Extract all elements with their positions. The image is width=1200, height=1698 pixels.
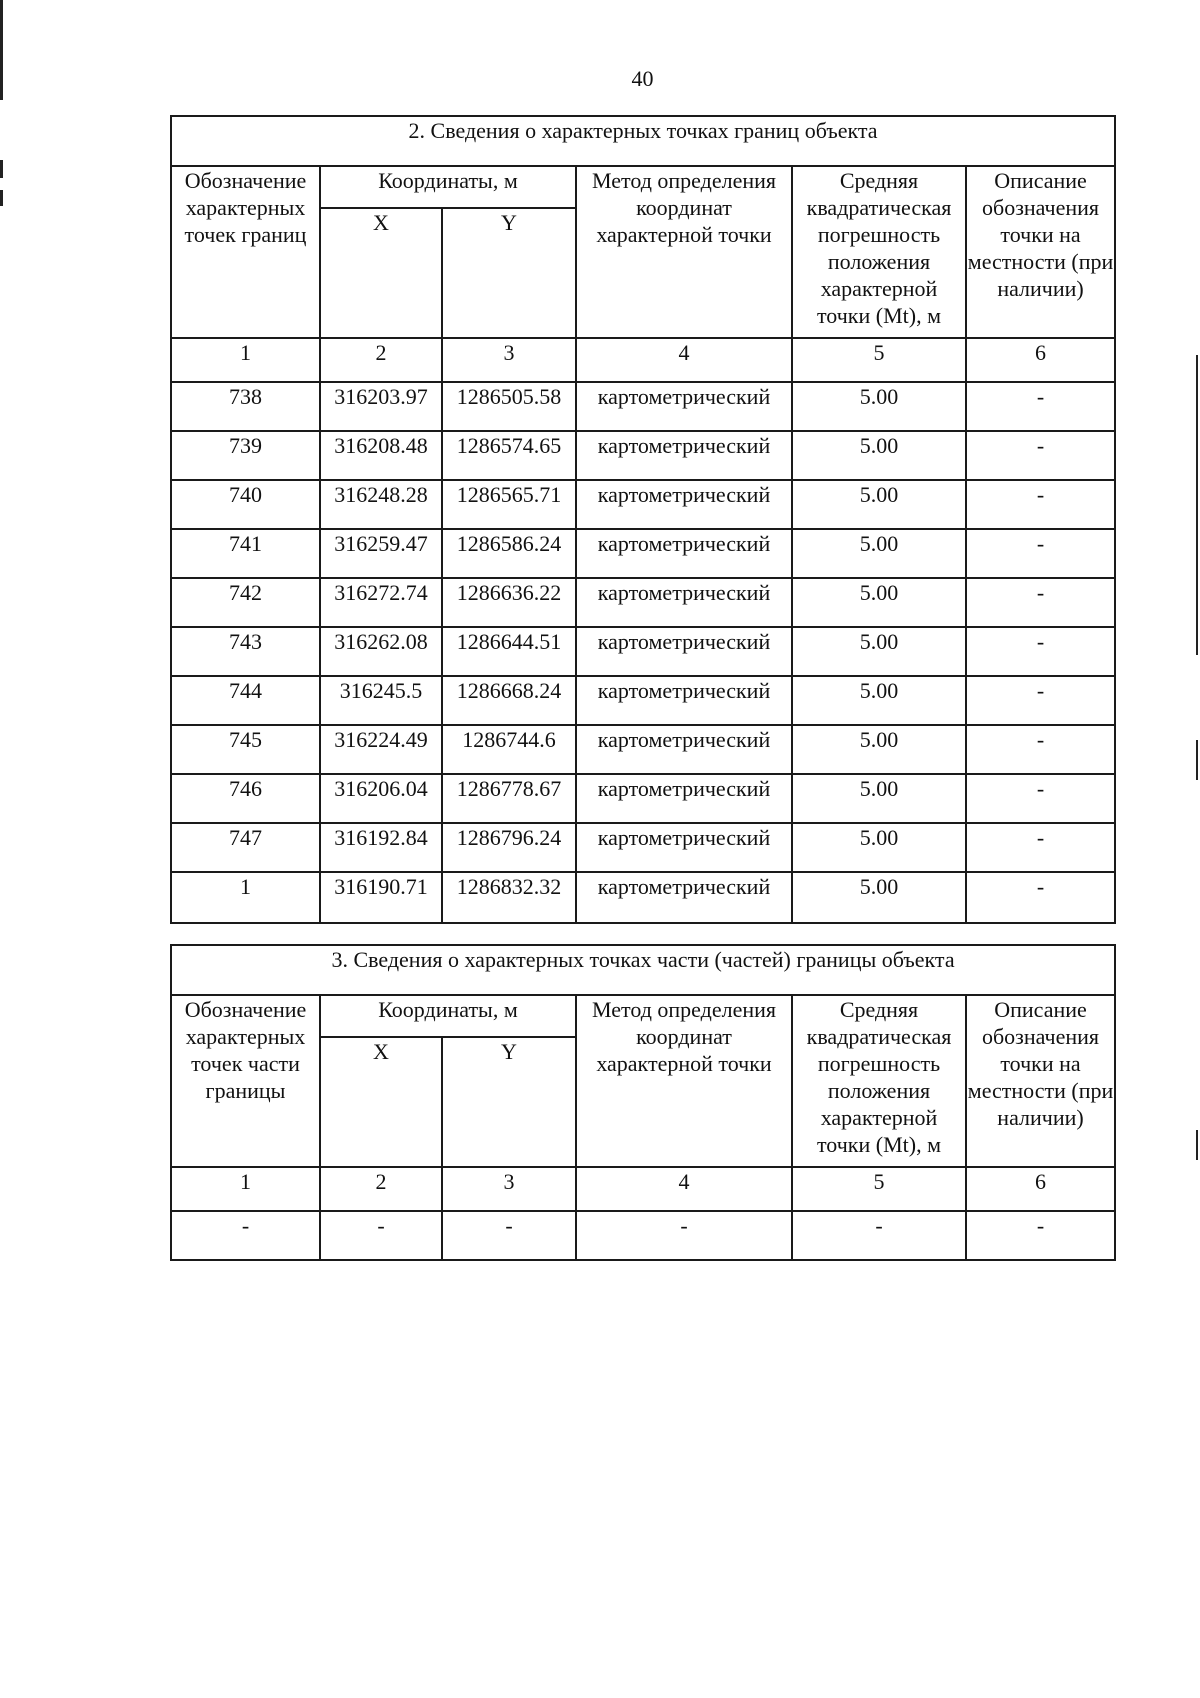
mean-error: 5.00	[792, 382, 966, 431]
header-error: Средняя квадратическая погрешность положения характерной точки (Mt), м	[792, 166, 966, 338]
method: картометрический	[576, 382, 792, 431]
coord-y: 1286574.65	[442, 431, 576, 480]
coord-x: 316245.5	[320, 676, 442, 725]
point-id: 747	[171, 823, 320, 872]
point-id: 745	[171, 725, 320, 774]
description: -	[966, 872, 1115, 923]
scan-edge-mark-right	[1196, 1130, 1198, 1160]
scan-edge-mark-left	[0, 160, 3, 178]
section-title: 2. Сведения о характерных точках границ объекта	[171, 116, 1115, 166]
mean-error: 5.00	[792, 627, 966, 676]
column-number: 3	[442, 1167, 576, 1211]
coord-y: 1286778.67	[442, 774, 576, 823]
method: картометрический	[576, 872, 792, 923]
coord-x: 316203.97	[320, 382, 442, 431]
coord-x: 316206.04	[320, 774, 442, 823]
header-x: X	[320, 208, 442, 338]
page-number: 40	[631, 66, 654, 91]
scan-edge-mark-right	[1196, 355, 1198, 655]
coord-y: 1286586.24	[442, 529, 576, 578]
header-y: Y	[442, 208, 576, 338]
method: картометрический	[576, 627, 792, 676]
table-row	[171, 725, 1115, 774]
table-row	[171, 627, 1115, 676]
coord-y: -	[442, 1211, 576, 1260]
column-number: 4	[576, 1167, 792, 1211]
column-number: 5	[792, 1167, 966, 1211]
coord-x: 316259.47	[320, 529, 442, 578]
section-title: 3. Сведения о характерных точках части (частей) границы объекта	[171, 945, 1115, 995]
point-id: 1	[171, 872, 320, 923]
method: -	[576, 1211, 792, 1260]
coord-x: 316190.71	[320, 872, 442, 923]
point-id: 739	[171, 431, 320, 480]
point-id: 740	[171, 480, 320, 529]
header-coordinates: Координаты, м	[320, 166, 576, 208]
method: картометрический	[576, 480, 792, 529]
description: -	[966, 431, 1115, 480]
table-row	[171, 872, 1115, 923]
coord-y: 1286832.32	[442, 872, 576, 923]
column-number: 3	[442, 338, 576, 382]
column-number: 1	[171, 338, 320, 382]
coord-y: 1286565.71	[442, 480, 576, 529]
mean-error: 5.00	[792, 676, 966, 725]
header-method: Метод определения координат характерной точки	[576, 166, 792, 338]
table-row	[171, 676, 1115, 725]
column-number: 2	[320, 1167, 442, 1211]
description: -	[966, 529, 1115, 578]
point-id: -	[171, 1211, 320, 1260]
description: -	[966, 627, 1115, 676]
mean-error: 5.00	[792, 578, 966, 627]
table-row	[171, 823, 1115, 872]
header-description: Описание обозначения точки на местности (при наличии)	[966, 995, 1115, 1167]
coord-x: 316208.48	[320, 431, 442, 480]
description: -	[966, 774, 1115, 823]
column-number-row	[171, 338, 1115, 382]
column-number: 4	[576, 338, 792, 382]
column-number: 6	[966, 338, 1115, 382]
mean-error: 5.00	[792, 480, 966, 529]
coord-x: 316262.08	[320, 627, 442, 676]
coord-x: 316192.84	[320, 823, 442, 872]
point-id: 743	[171, 627, 320, 676]
header-designation: Обозначение характерных точек границ	[171, 166, 320, 338]
mean-error: 5.00	[792, 823, 966, 872]
coord-y: 1286796.24	[442, 823, 576, 872]
method: картометрический	[576, 774, 792, 823]
coord-x: 316272.74	[320, 578, 442, 627]
mean-error: 5.00	[792, 529, 966, 578]
boundary-part-points-table	[170, 944, 1116, 1261]
table-row	[171, 578, 1115, 627]
mean-error: 5.00	[792, 725, 966, 774]
header-coordinates: Координаты, м	[320, 995, 576, 1037]
header-method: Метод определения координат характерной точки	[576, 995, 792, 1167]
scan-edge-mark-right	[1196, 740, 1198, 780]
coord-y: 1286668.24	[442, 676, 576, 725]
point-id: 744	[171, 676, 320, 725]
mean-error: 5.00	[792, 872, 966, 923]
table-row	[171, 382, 1115, 431]
column-number: 2	[320, 338, 442, 382]
description: -	[966, 1211, 1115, 1260]
method: картометрический	[576, 725, 792, 774]
description: -	[966, 480, 1115, 529]
table-row	[171, 529, 1115, 578]
point-id: 741	[171, 529, 320, 578]
coord-x: 316224.49	[320, 725, 442, 774]
coord-y: 1286505.58	[442, 382, 576, 431]
method: картометрический	[576, 676, 792, 725]
table-row	[171, 480, 1115, 529]
method: картометрический	[576, 431, 792, 480]
point-id: 742	[171, 578, 320, 627]
scan-edge-mark-left	[0, 190, 3, 206]
mean-error: -	[792, 1211, 966, 1260]
mean-error: 5.00	[792, 431, 966, 480]
header-description: Описание обозначения точки на местности (при наличии)	[966, 166, 1115, 338]
header-error: Средняя квадратическая погрешность положения характерной точки (Mt), м	[792, 995, 966, 1167]
column-number: 1	[171, 1167, 320, 1211]
description: -	[966, 676, 1115, 725]
header-x: X	[320, 1037, 442, 1167]
header-y: Y	[442, 1037, 576, 1167]
mean-error: 5.00	[792, 774, 966, 823]
description: -	[966, 382, 1115, 431]
point-id: 738	[171, 382, 320, 431]
description: -	[966, 725, 1115, 774]
table-row	[171, 774, 1115, 823]
table-row	[171, 431, 1115, 480]
description: -	[966, 578, 1115, 627]
column-number: 5	[792, 338, 966, 382]
table-row	[171, 1211, 1115, 1260]
coord-y: 1286744.6	[442, 725, 576, 774]
description: -	[966, 823, 1115, 872]
header-designation: Обозначение характерных точек части границы	[171, 995, 320, 1167]
method: картометрический	[576, 578, 792, 627]
column-number-row	[171, 1167, 1115, 1211]
method: картометрический	[576, 823, 792, 872]
point-id: 746	[171, 774, 320, 823]
method: картометрический	[576, 529, 792, 578]
column-number: 6	[966, 1167, 1115, 1211]
coord-y: 1286636.22	[442, 578, 576, 627]
coord-x: 316248.28	[320, 480, 442, 529]
boundary-points-table	[170, 115, 1116, 924]
coord-y: 1286644.51	[442, 627, 576, 676]
coord-x: -	[320, 1211, 442, 1260]
